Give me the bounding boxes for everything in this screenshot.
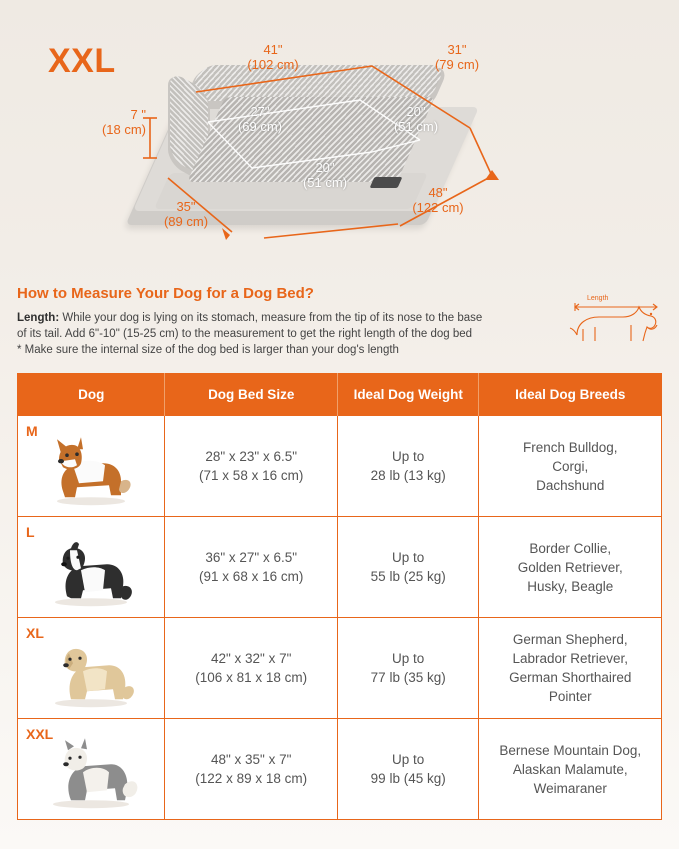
dog-outline-icon: [565, 295, 665, 357]
dim-top-right: 31" (79 cm): [434, 42, 480, 72]
breed-line: Pointer: [548, 689, 592, 704]
bed-size-inches: 48" x 35" x 7": [210, 752, 292, 767]
dim-inner-width: 27" (69 cm): [237, 104, 283, 134]
border-collie-photo: [37, 530, 145, 610]
dog-cell: [18, 618, 165, 719]
breeds-cell: [479, 719, 662, 820]
dog-cell: [18, 517, 165, 618]
breed-line: German Shepherd,: [512, 632, 628, 647]
table-row: [18, 416, 662, 517]
breed-line: Border Collie,: [529, 540, 612, 556]
how-to-measure-section: [17, 285, 577, 358]
how-to-measure-line-2: of its tail. Add 6"-10" (15-25 cm) to the measurement to get the right length of the dog bed: [17, 328, 473, 340]
breed-line: Dachshund: [536, 477, 605, 493]
dim-overall-width: 48" (122 cm): [412, 185, 464, 215]
table-header-row: [18, 374, 662, 416]
dog-cell: [18, 416, 165, 517]
bed-dimension-diagram: [0, 0, 679, 278]
labrador-photo: [37, 631, 145, 711]
breeds-cell: [479, 416, 662, 517]
weight-line-1: Up to: [392, 550, 425, 565]
bed-size-cell: [165, 416, 337, 517]
bed-size-cm: (91 x 68 x 16 cm): [199, 569, 304, 584]
table-row: [18, 719, 662, 820]
table-row: [18, 618, 662, 719]
length-label: Length:: [17, 312, 60, 324]
dim-inner-right: 20" (51 cm): [393, 104, 439, 134]
how-to-measure-title: How to Measure Your Dog for a Dog Bed?: [17, 285, 314, 302]
header-bed-size: Dog Bed Size: [165, 374, 337, 416]
bed-size-inches: 36" x 27" x 6.5": [205, 550, 298, 565]
weight-cell: [337, 517, 479, 618]
weight-line-2: 28 lb (13 kg): [370, 468, 446, 483]
table-row: [18, 517, 662, 618]
weight-cell: [337, 618, 479, 719]
how-to-measure-line-3: * Make sure the internal size of the dog bed is larger than your dog's length: [17, 344, 399, 356]
dim-inner-front: 20" (51 cm): [302, 160, 348, 190]
breed-line: Weimaraner: [533, 780, 607, 796]
breed-line: German Shorthaired: [509, 670, 632, 685]
dog-cell: [18, 719, 165, 820]
bed-size-cm: (122 x 89 x 18 cm): [195, 771, 308, 786]
size-letter: L: [26, 524, 35, 540]
size-title: XXL: [48, 42, 116, 80]
weight-line-2: 99 lb (45 kg): [370, 771, 446, 786]
dim-top-width: 41" (102 cm): [247, 42, 299, 72]
bed-size-cell: [165, 618, 337, 719]
weight-line-1: Up to: [392, 752, 425, 767]
breed-line: Corgi,: [552, 458, 589, 474]
header-weight: Ideal Dog Weight: [337, 374, 479, 416]
bed-size-cm: (71 x 58 x 16 cm): [199, 468, 304, 483]
breed-line: French Bulldog,: [522, 439, 618, 455]
length-tag-label: Length: [587, 295, 609, 302]
size-letter: XL: [26, 625, 44, 641]
breeds-cell: [479, 618, 662, 719]
weight-cell: [337, 416, 479, 517]
bed-size-inches: 28" x 23" x 6.5": [205, 449, 298, 464]
weight-line-2: 77 lb (35 kg): [370, 670, 446, 685]
weight-cell: [337, 719, 479, 820]
header-dog: Dog: [18, 374, 165, 416]
dog-length-diagram: [565, 295, 665, 357]
dim-side-height: 7 " (18 cm): [101, 107, 146, 137]
how-to-measure-line-1: [17, 310, 577, 326]
breed-line: Husky, Beagle: [527, 578, 614, 594]
size-letter: XXL: [26, 726, 54, 742]
dog-size-table: [17, 373, 662, 820]
breeds-cell: [479, 517, 662, 618]
size-letter: M: [26, 423, 38, 439]
header-breeds: Ideal Dog Breeds: [479, 374, 662, 416]
how-to-measure-text-1: While your dog is lying on its stomach, measure from the tip of its nose to the base: [59, 312, 483, 324]
weight-line-1: Up to: [392, 449, 425, 464]
weight-line-2: 55 lb (25 kg): [370, 569, 446, 584]
malamute-photo: [37, 732, 145, 812]
corgi-photo: [37, 429, 145, 509]
dim-overall-depth: 35" (89 cm): [163, 199, 209, 229]
weight-line-1: Up to: [392, 651, 425, 666]
breed-line: Bernese Mountain Dog,: [499, 742, 642, 758]
breed-line: Labrador Retriever,: [512, 651, 629, 666]
breed-line: Golden Retriever,: [517, 559, 623, 575]
bed-size-cell: [165, 517, 337, 618]
bed-size-cm: (106 x 81 x 18 cm): [195, 670, 308, 685]
bed-size-inches: 42" x 32" x 7": [210, 651, 292, 666]
bed-size-cell: [165, 719, 337, 820]
breed-line: Alaskan Malamute,: [512, 761, 628, 777]
